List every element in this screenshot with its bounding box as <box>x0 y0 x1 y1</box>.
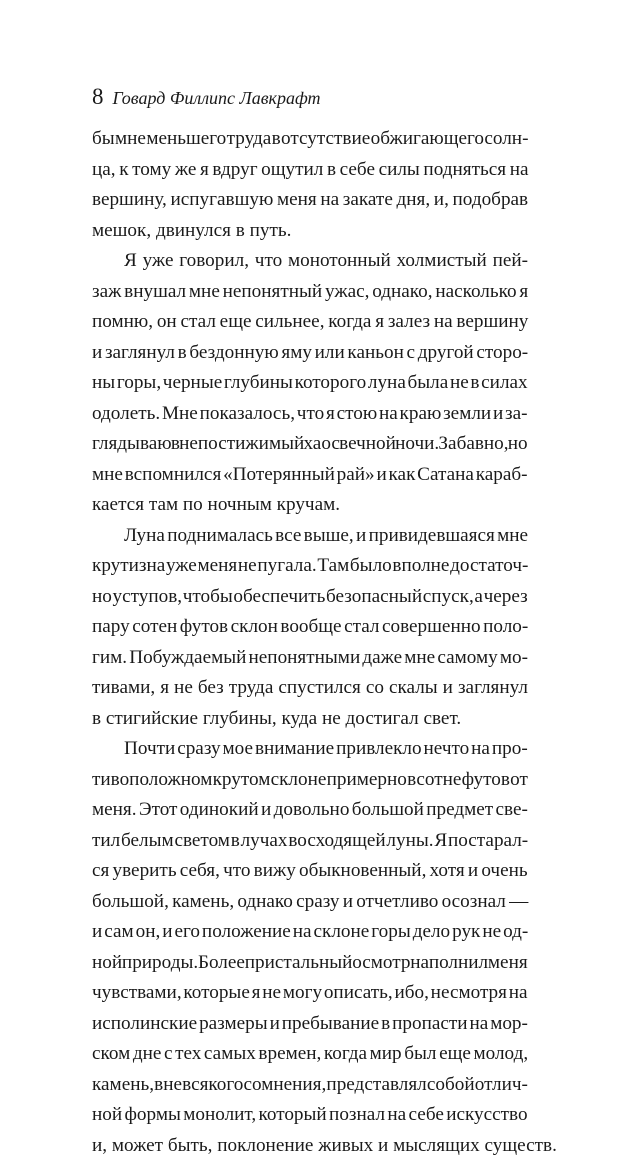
text-line: глядываю в непостижимый хаос вечной ночи. Забавно, но <box>92 429 528 460</box>
text-line: тивами, я не без труда спустился со скалы и заглянул <box>92 673 528 704</box>
text-line: мне вспомнился «Потерянный рай» и как Сатана караб- <box>92 460 528 491</box>
text-line: бы мне меньшего труда в отсутствие обжигающего солн- <box>92 124 528 155</box>
text-line: кается там по ночным кручам. <box>92 490 528 521</box>
text-line: одолеть. Мне показалось, что я стою на краю земли и за- <box>92 399 528 430</box>
text-line: гим. Побуждаемый непонятными даже мне самому мо- <box>92 643 528 674</box>
text-line: но уступов, чтобы обеспечить безопасный спуск, а через <box>92 582 528 613</box>
running-head-author: Говард Филлипс Лавкрафт <box>113 88 321 108</box>
text-line: ны горы, черные глубины которого луна была не в силах <box>92 368 528 399</box>
text-line: тил белым светом в лучах восходящей луны. Я постарал- <box>92 826 528 857</box>
text-line: ском дне с тех самых времен, когда мир был еще молод, <box>92 1039 528 1070</box>
text-line: камень, вне всякого сомнения, представлял собой отлич- <box>92 1070 528 1101</box>
text-line: ца, к тому же я вдруг ощутил в себе силы подняться на <box>92 155 528 186</box>
text-line: крутизна уже меня не пугала. Там было вполне достаточ- <box>92 551 528 582</box>
paragraph-first-line: Почти сразу мое внимание привлекло нечто на про- <box>92 734 528 765</box>
page-number: 8 <box>92 84 104 109</box>
running-head <box>92 84 532 110</box>
text-line: чувствами, которые я не могу описать, ибо, несмотря на <box>92 978 528 1009</box>
text-line: ся уверить себя, что вижу обыкновенный, хотя и очень <box>92 856 528 887</box>
text-line: и заглянул в бездонную яму или каньон с другой сторо- <box>92 338 528 369</box>
text-line: пару сотен футов склон вообще стал совершенно поло- <box>92 612 528 643</box>
text-line: тивоположном крутом склоне примерно в сотне футов от <box>92 765 528 796</box>
text-line: помню, он стал еще сильнее, когда я залез на вершину <box>92 307 528 338</box>
text-line: исполинские размеры и пребывание в пропасти на мор- <box>92 1009 528 1040</box>
text-line: вершину, испугавшую меня на закате дня, и, подобрав <box>92 185 528 216</box>
text-line: меня. Этот одинокий и довольно большой предмет све- <box>92 795 528 826</box>
text-line: заж внушал мне непонятный ужас, однако, насколько я <box>92 277 528 308</box>
text-line: и сам он, и его положение на склоне горы дело рук не од- <box>92 917 528 948</box>
text-line: ной природы. Более пристальный осмотр наполнил меня <box>92 948 528 979</box>
text-line: ной формы монолит, который познал на себе искусство <box>92 1100 528 1131</box>
body-text <box>92 124 528 1161</box>
text-line: мешок, двинулся в путь. <box>92 216 528 247</box>
text-line: большой, камень, однако сразу и отчетливо осознал — <box>92 887 528 918</box>
paragraph-first-line: Луна поднималась все выше, и привидевшаяся мне <box>92 521 528 552</box>
paragraph-first-line: Я уже говорил, что монотонный холмистый пей- <box>92 246 528 277</box>
text-line: в стигийские глубины, куда не достигал свет. <box>92 704 528 735</box>
text-line: и, может быть, поклонение живых и мыслящих существ. <box>92 1131 528 1161</box>
